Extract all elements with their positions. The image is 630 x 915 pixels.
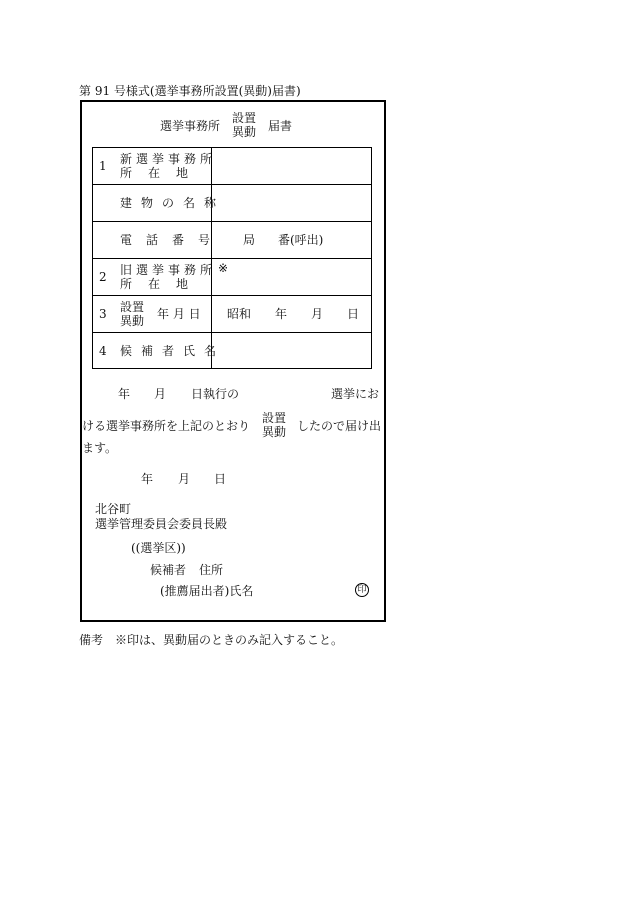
election-year[interactable]: 年 (118, 387, 131, 401)
body-line1-end: 選挙にお (331, 387, 380, 401)
row-number-4: 4 (99, 344, 107, 358)
new-office-location-label: 所 在 地 (120, 166, 191, 180)
phone-label: 電 話 番 号 (120, 233, 212, 247)
body-option-move: 異動 (262, 425, 287, 439)
election-day-held[interactable]: 日執行の (191, 387, 240, 401)
submit-day[interactable]: 日 (214, 472, 227, 486)
addressee-town: 北谷町 (95, 502, 132, 516)
old-office-location-label: 所 在 地 (120, 277, 191, 291)
body-line2-start: ける選挙事務所を上記のとおり (82, 419, 251, 433)
building-name-label: 建物の名称 (120, 196, 226, 210)
date-label: 年 月 日 (157, 307, 201, 321)
table-divider (92, 332, 372, 333)
heading-main: 選挙事務所 (160, 119, 221, 133)
submit-month[interactable]: 月 (178, 472, 191, 486)
date-era: 昭和 (227, 307, 252, 321)
body-option-setup: 設置 (262, 411, 287, 425)
old-office-label: 旧選挙事務所 (120, 263, 217, 277)
election-month[interactable]: 月 (154, 387, 167, 401)
date-month[interactable]: 月 (311, 307, 324, 321)
date-day[interactable]: 日 (347, 307, 360, 321)
body-options (262, 411, 286, 439)
recommender-name-label: (推薦届出者)氏名 (160, 584, 254, 598)
new-office-label: 新選挙事務所 (120, 152, 217, 166)
addressee-title: 選挙管理委員会委員長殿 (95, 517, 228, 531)
date-option-setup: 設置 (120, 300, 145, 314)
body-line3: ます。 (82, 441, 118, 455)
row-number-3: 3 (99, 307, 107, 321)
table-divider (92, 258, 372, 259)
heading-option-setup: 設置 (232, 111, 257, 125)
candidate-address-label: 住所 (199, 563, 224, 577)
move-only-mark: ※ (218, 261, 229, 275)
phone-exchange[interactable]: 局 (243, 233, 256, 247)
remarks-note: 備考 ※印は、異動届のときのみ記入すること。 (79, 633, 344, 647)
body-line2-end: したので届け出 (297, 419, 382, 433)
table-divider (92, 184, 372, 185)
table-column-divider (211, 147, 212, 369)
heading-options (232, 111, 256, 139)
date-type-options (120, 300, 144, 328)
district: ((選挙区)) (131, 541, 186, 555)
date-year[interactable]: 年 (275, 307, 288, 321)
heading-suffix: 届書 (268, 119, 293, 133)
candidate-name-label: 候補者氏名 (120, 344, 226, 358)
table-divider (92, 221, 372, 222)
submit-year[interactable]: 年 (141, 472, 154, 486)
phone-number[interactable]: 番(呼出) (278, 233, 324, 247)
row-number-1: 1 (99, 159, 107, 173)
date-option-move: 異動 (120, 314, 145, 328)
heading-option-move: 異動 (232, 125, 257, 139)
form-title: 第 91 号様式(選挙事務所設置(異動)届書) (79, 84, 301, 98)
table-divider (92, 295, 372, 296)
candidate-label: 候補者 (150, 563, 187, 577)
row-number-2: 2 (99, 270, 107, 284)
seal-mark: 印 (355, 583, 369, 597)
